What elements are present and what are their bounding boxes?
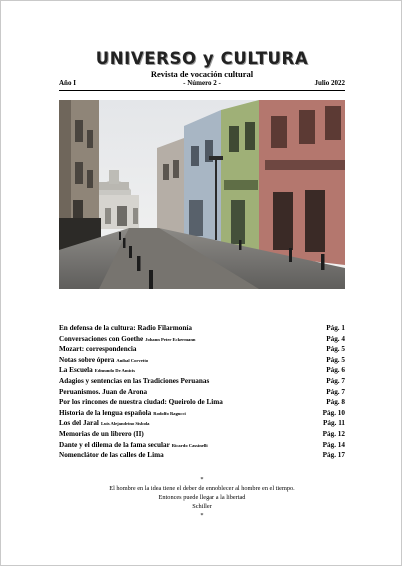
toc-entry-author: Luis Alejandrino Sisbola (100, 421, 150, 427)
toc-entry-author: Rodolfo Ragucci (153, 410, 186, 416)
toc-entry[interactable] (59, 418, 345, 429)
street-photo-image (59, 100, 345, 289)
issue-number: - Número 2 - (183, 79, 221, 87)
header-rule (59, 90, 345, 91)
toc-entry[interactable] (59, 334, 345, 345)
toc-entry-title: La Escuela (59, 366, 93, 375)
toc-entry-page: Pág. 5 (326, 355, 345, 364)
toc-entry-title: Memorias de un librero (II) (59, 429, 144, 438)
toc-entry-title: Notas sobre ópera (59, 355, 115, 364)
toc-entry-title: Los del Jaral (59, 419, 99, 428)
toc-entry[interactable] (59, 387, 345, 398)
toc-entry[interactable] (59, 440, 345, 451)
toc-entry[interactable] (59, 344, 345, 355)
toc-entry-author: Aníbal Corvetto (116, 357, 149, 363)
toc-entry[interactable] (59, 450, 345, 461)
magazine-subtitle: Revista de vocación cultural (150, 69, 254, 79)
toc-entry-title: En defensa de la cultura: Radio Filarmonía (59, 324, 192, 332)
toc-entry-page: Pág. 7 (326, 387, 345, 396)
toc-entry-page: Pág. 1 (326, 324, 345, 332)
epigraph-star-top: * (200, 476, 204, 483)
magazine-title: UNIVERSO y CULTURA (95, 49, 309, 68)
epigraph-line-1: El hombre en la idea tiene el deber de ennoblecer al hombre en el tiempo. (109, 485, 295, 492)
toc-entry-page: Pág. 6 (326, 366, 345, 375)
toc-entry-title: Adagios y sentencias en las Tradiciones Peruanas (59, 376, 210, 385)
toc-entry-title: Peruanismos. Juan de Arona (59, 387, 148, 396)
toc-entry-page: Pág. 7 (326, 376, 345, 385)
table-of-contents (59, 323, 345, 461)
toc-entry-title: Dante y el dilema de la fama secular (59, 440, 170, 449)
issue-year: Año I (59, 79, 76, 87)
toc-entry-title: Historia de la lengua española (59, 408, 152, 417)
toc-entry[interactable] (59, 323, 345, 334)
toc-entry-author: Johann Peter Eckermann (145, 336, 196, 342)
epigraph-star-bottom: * (200, 512, 204, 519)
toc-entry-page: Pág. 10 (322, 408, 345, 417)
toc-entry[interactable] (59, 397, 345, 408)
toc-entry[interactable] (59, 365, 345, 376)
toc-entry-title: Conversaciones con Goethe (59, 334, 144, 343)
toc-entry-title: Mozart: correspondencia (59, 345, 137, 354)
toc-entry-page: Pág. 17 (322, 451, 345, 460)
toc-entry-author: Edmundo De Amicis (94, 368, 136, 374)
issue-date: Julio 2022 (314, 79, 345, 87)
toc-entry[interactable] (59, 376, 345, 387)
toc-entry-page: Pág. 8 (326, 398, 345, 407)
toc-entry[interactable] (59, 429, 345, 440)
epigraph-author: Schiller (192, 503, 212, 510)
toc-entry[interactable] (59, 408, 345, 419)
toc-entry[interactable] (59, 355, 345, 366)
toc-entry-page: Pág. 11 (323, 419, 345, 428)
toc-entry-page: Pág. 14 (322, 440, 345, 449)
toc-entry-page: Pág. 5 (326, 345, 345, 354)
toc-entry-page: Pág. 12 (322, 429, 345, 438)
epigraph-line-2: Entonces puede llegar a la libertad (158, 494, 246, 501)
toc-entry-author: Ricardo Cassinelli (171, 442, 208, 448)
issue-info (59, 79, 345, 90)
toc-entry-title: Por los rincones de nuestra ciudad: Queirolo de Lima (59, 398, 223, 407)
epigraph (1, 475, 402, 520)
toc-entry-title: Nomenclátor de las calles de Lima (59, 451, 164, 460)
toc-entry-page: Pág. 4 (326, 334, 345, 343)
cover-photo (59, 100, 345, 289)
